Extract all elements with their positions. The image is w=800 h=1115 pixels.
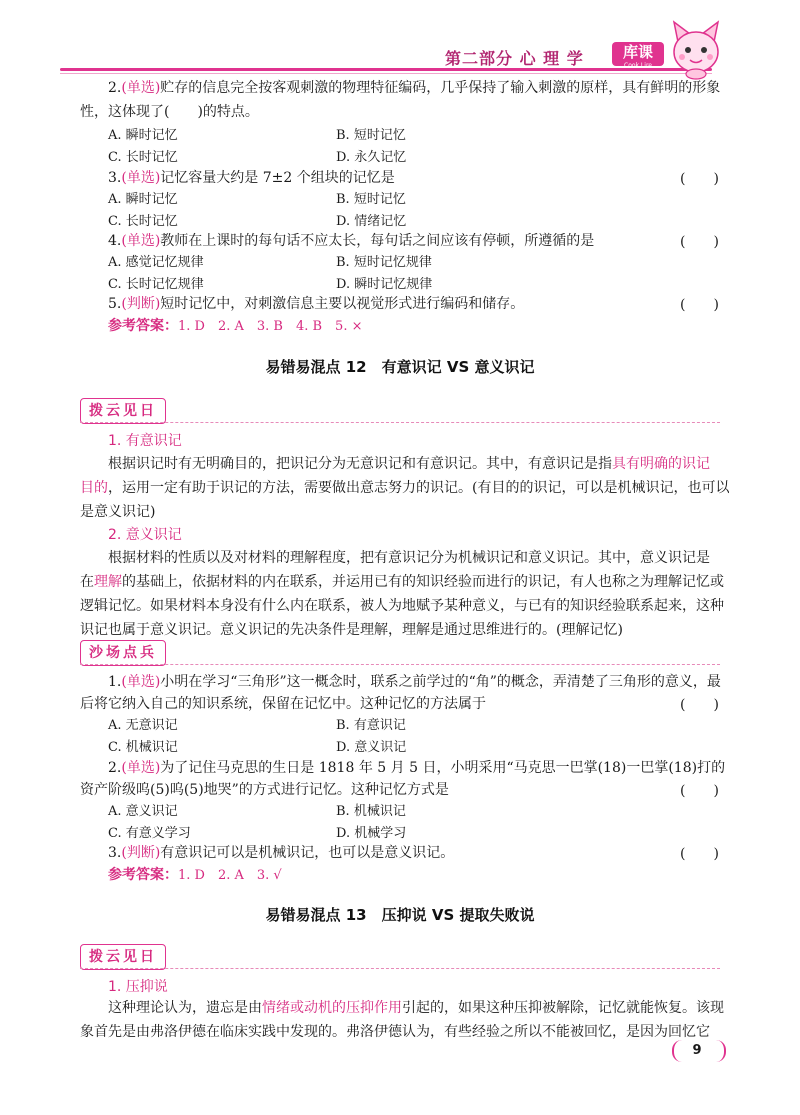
option-d: D. 永久记忆: [336, 150, 407, 165]
badge-divider: [80, 968, 720, 970]
brand-logo: 库课: [612, 42, 664, 66]
page-header: [0, 0, 800, 80]
subheading-meaningful-memory: 2. 意义识记: [108, 527, 182, 543]
paragraph-line: 根据材料的性质以及对材料的理解程度，把有意识记分为机械识记和意义识记。其中，意义识记是: [108, 550, 710, 566]
question-3: 3.(判断)有意识记可以是机械识记，也可以是意义识记。: [108, 845, 455, 861]
option-c: C. 长时记忆: [108, 150, 178, 165]
badge-divider: [80, 664, 720, 666]
highlight-text: 目的: [80, 480, 108, 496]
subheading-intentional-memory: 1. 有意识记: [108, 433, 182, 449]
option-d: D. 机械学习: [336, 826, 407, 841]
option-c: C. 机械识记: [108, 740, 178, 755]
answer-text: 1. D 2. A 3. √: [178, 868, 282, 883]
question-2-line2: 性，这体现了( )的特点。: [80, 104, 259, 120]
option-a: A. 瞬时记忆: [108, 192, 178, 207]
option-a: A. 无意识记: [108, 718, 178, 733]
section-heading-12: 易错易混点 12 有意识记 VS 意义识记: [265, 358, 535, 376]
question-type-tag: (单选): [121, 674, 161, 690]
question-4: 4.(单选)教师在上课时的每句话不应太长，每句话之间应该有停顿，所遵循的是: [108, 233, 595, 249]
page-number: 9: [692, 1043, 702, 1058]
answer-blank: ( ): [680, 171, 719, 187]
question-5: 5.(判断)短时记忆中，对刺激信息主要以视觉形式进行编码和储存。: [108, 296, 525, 312]
answer-blank: ( ): [680, 234, 719, 250]
section-badge: 沙场点兵: [80, 640, 166, 666]
paragraph-line: 逻辑记忆。如果材料本身没有什么内在联系，被人为地赋予某种意义，与已有的知识经验联系起来，这种: [80, 598, 724, 614]
option-c: C. 长时记忆: [108, 214, 178, 229]
mascot-icon: [668, 20, 724, 80]
highlight-text: 理解: [94, 574, 122, 590]
option-b: B. 短时记忆: [336, 192, 406, 207]
question-1-line2: 后将它纳入自己的知识系统，保留在记忆中。这种记忆的方法属于: [80, 696, 486, 712]
option-c: C. 长时记忆规律: [108, 277, 204, 292]
question-type-tag: (判断): [121, 845, 161, 861]
question-type-tag: (单选): [121, 760, 161, 776]
option-b: B. 短时记忆: [336, 128, 406, 143]
option-a: A. 意义识记: [108, 804, 178, 819]
answer-label: 参考答案：: [108, 867, 178, 883]
paragraph-line: 根据识记时有无明确目的，把识记分为无意识记和有意识记。其中，有意识记是指具有明确的识记: [108, 456, 710, 472]
answer-blank: ( ): [680, 297, 719, 313]
header-title: 第二部分 心 理 学: [445, 49, 584, 68]
header-rule-thin: [60, 73, 712, 74]
badge-divider: [80, 422, 720, 424]
paragraph-line: 识记也属于意义识记。意义识记的先决条件是理解，理解是通过思维进行的。(理解记忆): [80, 622, 623, 638]
option-d: D. 瞬时记忆规律: [336, 277, 433, 292]
option-b: B. 有意识记: [336, 718, 406, 733]
option-b: B. 机械识记: [336, 804, 406, 819]
paragraph-line: 这种理论认为，遗忘是由情绪或动机的压抑作用引起的，如果这种压抑被解除，记忆就能恢复。该现: [108, 1000, 724, 1016]
answer-blank: ( ): [680, 697, 719, 713]
answer-blank: ( ): [680, 783, 719, 799]
paragraph-line: 是意义识记): [80, 504, 156, 520]
question-1: 1.(单选)小明在学习“三角形”这一概念时，联系之前学过的“角”的概念，弄清楚了三角形的意义，最: [108, 674, 721, 690]
answer-text: 1. D 2. A 3. B 4. B 5. ×: [178, 319, 363, 334]
question-type-tag: (单选): [121, 233, 161, 249]
subheading-repression-theory: 1. 压抑说: [108, 979, 168, 995]
option-b: B. 短时记忆规律: [336, 255, 432, 270]
question-2-line2: 资产阶级呜(5)呜(5)地哭”的方式进行记忆。这种记忆方式是: [80, 782, 449, 798]
section-badge: 拨云见日: [80, 944, 166, 970]
option-a: A. 瞬时记忆: [108, 128, 178, 143]
option-d: D. 意义识记: [336, 740, 407, 755]
question-type-tag: (单选): [121, 170, 161, 186]
option-c: C. 有意义学习: [108, 826, 191, 841]
reference-answers: [108, 316, 363, 337]
brand-subtitle: Cook Lire: [624, 62, 652, 69]
question-type-tag: (单选): [121, 80, 161, 96]
answer-blank: ( ): [680, 846, 719, 862]
section-badge: 拨云见日: [80, 398, 166, 424]
option-d: D. 情绪记忆: [336, 214, 407, 229]
answer-label: 参考答案：: [108, 318, 178, 334]
question-type-tag: (判断): [121, 296, 161, 312]
paragraph-line: 象首先是由弗洛伊德在临床实践中发现的。弗洛伊德认为，有些经验之所以不能被回忆，是因为回忆它: [80, 1024, 710, 1040]
section-heading-13: 易错易混点 13 压抑说 VS 提取失败说: [265, 906, 535, 924]
highlight-text: 具有明确的识记: [612, 456, 710, 472]
option-a: A. 感觉记忆规律: [108, 255, 204, 270]
paragraph-line: 目的，运用一定有助于识记的方法，需要做出意志努力的识记。(有目的的识记，可以是机械识记，也可以: [80, 480, 730, 496]
highlight-text: 情绪或动机的压抑作用: [262, 1000, 402, 1016]
paragraph-line: 在理解的基础上，依据材料的内在联系，并运用已有的知识经验而进行的识记，有人也称之为理解记忆或: [80, 574, 724, 590]
question-3: 3.(单选)记忆容量大约是 7±2 个组块的记忆是: [108, 170, 395, 186]
question-2: 2.(单选)为了记住马克思的生日是 1818 年 5 月 5 日，小明采用“马克思一巴掌(18)一巴掌(18)打的: [108, 760, 726, 776]
reference-answers: [108, 865, 282, 886]
question-2: 2.(单选)贮存的信息完全按客观刺激的物理特征编码，几乎保持了输入刺激的原样，具有鲜明的形象: [108, 80, 721, 96]
